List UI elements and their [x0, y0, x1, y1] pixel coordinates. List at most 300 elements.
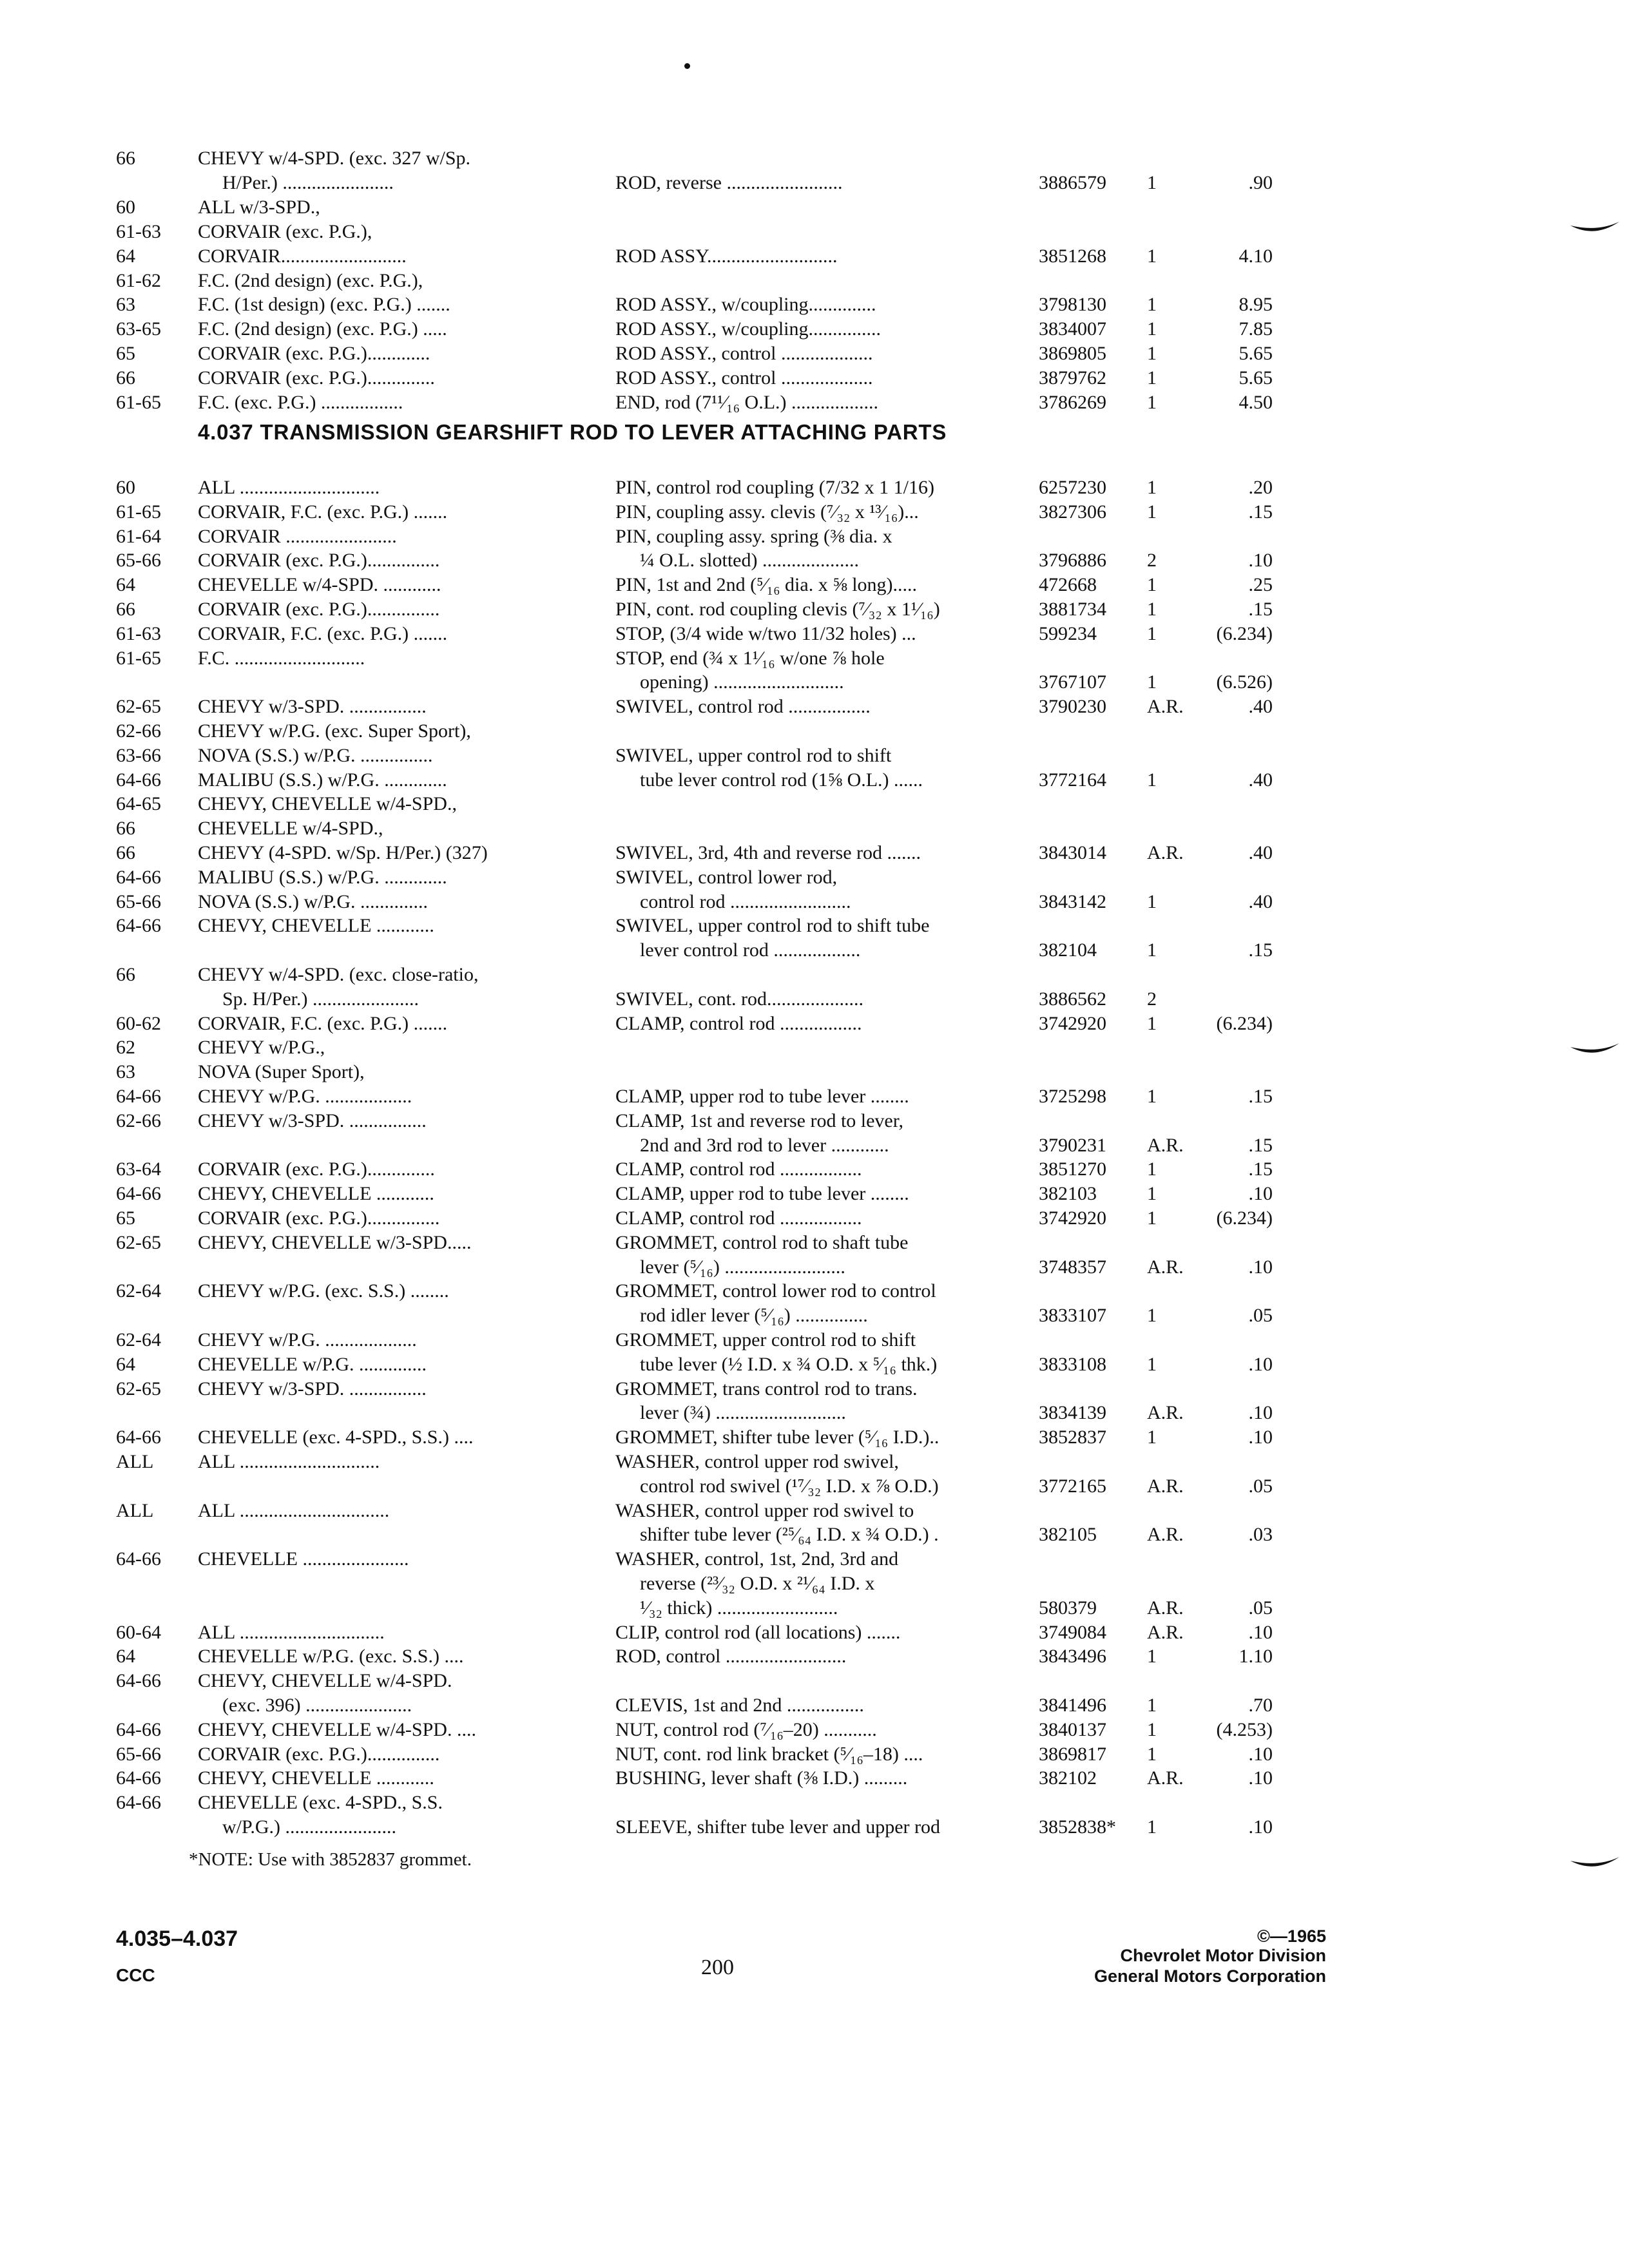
row-quantity: 1: [1147, 294, 1157, 316]
table-row: [0, 1571, 1629, 1597]
row-description: SWIVEL, upper control rod to shift: [615, 744, 892, 766]
row-part-number: 580379: [1039, 1597, 1097, 1619]
table-row: [0, 865, 1629, 890]
row-part-number: 472668: [1039, 574, 1097, 596]
row-quantity: 1: [1147, 1086, 1157, 1107]
row-price: 8.95: [1239, 294, 1273, 316]
row-quantity: 1: [1147, 501, 1157, 523]
table-row: [0, 1133, 1629, 1158]
row-model: MALIBU (S.S.) w/P.G. .............: [198, 866, 447, 888]
table-row: [0, 743, 1629, 769]
row-part-number: 3749084: [1039, 1621, 1106, 1643]
row-model: CHEVY, CHEVELLE w/4-SPD.: [198, 1670, 452, 1692]
row-year: 64-66: [116, 1548, 161, 1570]
table-row: [0, 292, 1629, 318]
table-row: [0, 1352, 1629, 1378]
row-part-number: 3772165: [1039, 1475, 1106, 1497]
table-row: [0, 1668, 1629, 1694]
row-model: CHEVY, CHEVELLE ............: [198, 1183, 434, 1205]
row-part-number: 3827306: [1039, 501, 1106, 523]
row-part-number: 6257230: [1039, 477, 1106, 498]
row-price: .15: [1248, 1086, 1273, 1107]
row-model: Sp. H/Per.) ......................: [222, 988, 419, 1010]
row-quantity: 1: [1147, 599, 1157, 620]
row-description: STOP, end (¾ x 1¹⁄₁₆ w/one ⅞ hole: [615, 647, 885, 669]
row-price: .40: [1248, 769, 1273, 791]
table-row: [0, 791, 1629, 817]
table-row: [0, 1230, 1629, 1256]
row-description: PIN, 1st and 2nd (⁵⁄₁₆ dia. x ⅝ long).....: [615, 574, 918, 596]
row-model: CHEVY, CHEVELLE ............: [198, 1767, 434, 1789]
row-year: 64-65: [116, 793, 161, 815]
table-row: [0, 1376, 1629, 1402]
row-description: STOP, (3/4 wide w/two 11/32 holes) ...: [615, 622, 916, 644]
row-year: 64-66: [116, 1183, 161, 1205]
row-description: tube lever (½ I.D. x ¾ O.D. x ⁵⁄₁₆ thk.): [640, 1353, 938, 1375]
row-quantity: 1: [1147, 1646, 1157, 1667]
row-description: rod idler lever (⁵⁄₁₆) ...............: [640, 1305, 868, 1327]
row-part-number: 3833108: [1039, 1353, 1106, 1375]
row-year: 65-66: [116, 890, 161, 912]
row-model: NOVA (Super Sport),: [198, 1061, 365, 1083]
row-year: 66: [116, 367, 135, 389]
row-year: 66: [116, 599, 135, 620]
row-description: 2nd and 3rd rod to lever ............: [640, 1134, 889, 1156]
row-model: CHEVY, CHEVELLE w/4-SPD.,: [198, 793, 457, 815]
row-price: .10: [1248, 1402, 1273, 1424]
row-year: 64: [116, 574, 135, 596]
row-year: 61-62: [116, 269, 161, 291]
row-part-number: 3843014: [1039, 842, 1106, 863]
row-year: 60-62: [116, 1012, 161, 1034]
row-model: CHEVY w/3-SPD. ................: [198, 1378, 427, 1399]
table-row: [0, 1474, 1629, 1499]
row-price: (6.234): [1216, 622, 1273, 644]
row-quantity: A.R.: [1147, 1134, 1184, 1156]
row-year: 62-64: [116, 1280, 161, 1302]
row-price: .10: [1248, 1256, 1273, 1278]
row-description: ROD ASSY., w/coupling..............: [615, 294, 876, 316]
table-row: [0, 621, 1629, 647]
row-description: SLEEVE, shifter tube lever and upper rod: [615, 1816, 941, 1838]
table-row: [0, 1206, 1629, 1231]
row-description: SWIVEL, control lower rod,: [615, 866, 838, 888]
row-model: CHEVELLE w/P.G. (exc. S.S.) ....: [198, 1646, 464, 1667]
row-quantity: 1: [1147, 939, 1157, 961]
row-price: (4.253): [1216, 1718, 1273, 1740]
row-description: PIN, coupling assy. clevis (⁷⁄₃₂ x ¹³⁄₁₆)...: [615, 501, 919, 523]
row-year: 64-66: [116, 769, 161, 791]
row-year: 62-66: [116, 1110, 161, 1131]
row-year: 64: [116, 245, 135, 267]
row-price: .10: [1248, 1767, 1273, 1789]
table-row: [0, 889, 1629, 915]
row-part-number: 382102: [1039, 1767, 1097, 1789]
table-row: [0, 913, 1629, 939]
row-model: F.C. (exc. P.G.) .................: [198, 392, 403, 413]
row-part-number: 3843496: [1039, 1646, 1106, 1667]
row-model: CHEVY w/P.G. ..................: [198, 1086, 412, 1107]
row-model: CHEVELLE (exc. 4-SPD., S.S.) ....: [198, 1427, 474, 1448]
row-quantity: A.R.: [1147, 696, 1184, 718]
table-row: [0, 669, 1629, 695]
row-year: 64-66: [116, 1086, 161, 1107]
row-quantity: 1: [1147, 769, 1157, 791]
row-year: 64-66: [116, 866, 161, 888]
row-model: CHEVELLE w/P.G. ..............: [198, 1353, 427, 1375]
row-year: 64: [116, 1353, 135, 1375]
row-description: ROD, control .........................: [615, 1646, 847, 1667]
row-quantity: 2: [1147, 550, 1157, 572]
row-quantity: 1: [1147, 622, 1157, 644]
table-row: [0, 1498, 1629, 1524]
row-model: MALIBU (S.S.) w/P.G. .............: [198, 769, 447, 791]
row-quantity: 2: [1147, 988, 1157, 1010]
row-model: F.C. (2nd design) (exc. P.G.),: [198, 269, 423, 291]
row-model: CORVAIR (exc. P.G.)..............: [198, 367, 435, 389]
row-quantity: 1: [1147, 477, 1157, 498]
row-description: ROD ASSY...........................: [615, 245, 838, 267]
row-price: .05: [1248, 1305, 1273, 1327]
table-row: [0, 694, 1629, 720]
row-year: 61-65: [116, 501, 161, 523]
row-part-number: 3834139: [1039, 1402, 1106, 1424]
row-year: 66: [116, 842, 135, 863]
row-part-number: 3790231: [1039, 1134, 1106, 1156]
row-model: F.C. (2nd design) (exc. P.G.) .....: [198, 318, 447, 340]
row-price: .15: [1248, 1134, 1273, 1156]
row-part-number: 3886562: [1039, 988, 1106, 1010]
row-model: CORVAIR .......................: [198, 525, 397, 547]
row-model: CORVAIR, F.C. (exc. P.G.) .......: [198, 1012, 448, 1034]
row-description: WASHER, control upper rod swivel to: [615, 1499, 914, 1521]
row-year: 62-65: [116, 1231, 161, 1253]
table-row: [0, 572, 1629, 598]
row-year: 66: [116, 964, 135, 985]
row-part-number: 3869817: [1039, 1743, 1106, 1765]
row-description: ¼ O.L. slotted) ....................: [640, 550, 859, 572]
row-quantity: 1: [1147, 1353, 1157, 1375]
row-price: .15: [1248, 501, 1273, 523]
table-row: [0, 524, 1629, 550]
row-year: 63-66: [116, 744, 161, 766]
table-row: [0, 1644, 1629, 1669]
row-description: SWIVEL, cont. rod....................: [615, 988, 863, 1010]
row-part-number: 3841496: [1039, 1695, 1106, 1716]
row-description: ROD ASSY., control ...................: [615, 367, 873, 389]
table-row: [0, 1400, 1629, 1426]
row-quantity: 1: [1147, 367, 1157, 389]
row-model: F.C. ...........................: [198, 647, 365, 669]
row-year: ALL: [116, 1451, 154, 1472]
row-model: CHEVY w/3-SPD. ................: [198, 1110, 427, 1131]
table-row: [0, 341, 1629, 367]
row-description: WASHER, control, 1st, 2nd, 3rd and: [615, 1548, 899, 1570]
row-quantity: A.R.: [1147, 1475, 1184, 1497]
table-row: [0, 548, 1629, 573]
row-quantity: 1: [1147, 890, 1157, 912]
row-price: 5.65: [1239, 367, 1273, 389]
table-row: [0, 1449, 1629, 1475]
row-price: .10: [1248, 1816, 1273, 1838]
row-year: 65: [116, 1207, 135, 1229]
row-model: CORVAIR (exc. P.G.)...............: [198, 599, 440, 620]
row-description: CLAMP, control rod .................: [615, 1012, 862, 1034]
table-row: [0, 816, 1629, 841]
row-model: CORVAIR, F.C. (exc. P.G.) .......: [198, 501, 448, 523]
row-model: H/Per.) .......................: [222, 171, 394, 193]
row-part-number: 3851268: [1039, 245, 1106, 267]
row-model: CHEVY w/4-SPD. (exc. 327 w/Sp.: [198, 148, 471, 169]
table-row: [0, 937, 1629, 963]
table-row: [0, 840, 1629, 866]
table-row: [0, 499, 1629, 525]
row-price: .10: [1248, 1621, 1273, 1643]
row-model: (exc. 396) ......................: [222, 1695, 412, 1716]
row-year: 66: [116, 818, 135, 840]
row-quantity: A.R.: [1147, 1597, 1184, 1619]
row-quantity: 1: [1147, 1427, 1157, 1448]
row-model: CHEVELLE ......................: [198, 1548, 409, 1570]
row-model: CORVAIR (exc. P.G.)...............: [198, 1743, 440, 1765]
row-price: 5.65: [1239, 343, 1273, 365]
table-row: [0, 244, 1629, 269]
table-row: [0, 1011, 1629, 1037]
row-price: .10: [1248, 1183, 1273, 1205]
row-part-number: 3748357: [1039, 1256, 1106, 1278]
table-row: [0, 1742, 1629, 1767]
row-year: 63: [116, 294, 135, 316]
row-model: w/P.G.) .......................: [222, 1816, 397, 1838]
table-row: [0, 1814, 1629, 1840]
row-price: .70: [1248, 1695, 1273, 1716]
row-model: CORVAIR (exc. P.G.),: [198, 220, 372, 242]
row-year: 61-64: [116, 525, 161, 547]
row-price: .05: [1248, 1475, 1273, 1497]
row-description: GROMMET, upper control rod to shift: [615, 1329, 916, 1350]
row-model: CHEVY, CHEVELLE ............: [198, 915, 434, 937]
table-row: [0, 1254, 1629, 1280]
row-price: .40: [1248, 842, 1273, 863]
row-description: CLAMP, upper rod to tube lever ........: [615, 1183, 909, 1205]
row-description: tube lever control rod (1⅝ O.L.) ......: [640, 769, 923, 791]
row-description: ROD ASSY., control ...................: [615, 343, 873, 365]
row-quantity: A.R.: [1147, 1524, 1184, 1546]
section-heading: 4.037 TRANSMISSION GEARSHIFT ROD TO LEVER ATTACHING PARTS: [198, 420, 947, 444]
row-part-number: 3833107: [1039, 1305, 1106, 1327]
row-description: control rod swivel (¹⁷⁄₃₂ I.D. x ⅞ O.D.): [640, 1475, 939, 1497]
row-quantity: 1: [1147, 574, 1157, 596]
row-quantity: 1: [1147, 1012, 1157, 1034]
row-part-number: 3767107: [1039, 671, 1106, 693]
row-model: CHEVY w/3-SPD. ................: [198, 696, 427, 718]
row-description: lever control rod ..................: [640, 939, 861, 961]
row-description: control rod .........................: [640, 890, 851, 912]
row-quantity: 1: [1147, 1743, 1157, 1765]
table-row: [0, 986, 1629, 1012]
row-model: NOVA (S.S.) w/P.G. ...............: [198, 744, 433, 766]
row-quantity: A.R.: [1147, 1767, 1184, 1789]
table-row: [0, 1425, 1629, 1450]
row-part-number: 3869805: [1039, 343, 1106, 365]
row-price: 4.10: [1239, 245, 1273, 267]
row-description: PIN, coupling assy. spring (⅜ dia. x: [615, 525, 892, 547]
row-quantity: 1: [1147, 1718, 1157, 1740]
footnote: *NOTE: Use with 3852837 grommet.: [189, 1849, 472, 1870]
binding-hole-mark-bottom: [1569, 1854, 1621, 1874]
row-description: NUT, control rod (⁷⁄₁₆–20) ...........: [615, 1718, 877, 1740]
row-model: ALL ..............................: [198, 1621, 385, 1643]
row-year: 62: [116, 1037, 135, 1059]
row-model: CORVAIR, F.C. (exc. P.G.) .......: [198, 622, 448, 644]
row-description: ROD ASSY., w/coupling...............: [615, 318, 882, 340]
row-year: 62-64: [116, 1329, 161, 1350]
row-price: .25: [1248, 574, 1273, 596]
division-name: Chevrolet Motor Division: [1120, 1946, 1326, 1965]
row-part-number: 3834007: [1039, 318, 1106, 340]
row-description: GROMMET, control lower rod to control: [615, 1280, 936, 1302]
row-year: 63: [116, 1061, 135, 1083]
row-description: ¹⁄₃₂ thick) .........................: [640, 1597, 838, 1619]
row-year: 62-65: [116, 1378, 161, 1399]
row-quantity: 1: [1147, 1816, 1157, 1838]
table-row: [0, 646, 1629, 671]
row-year: 61-63: [116, 220, 161, 242]
row-year: 60-64: [116, 1621, 161, 1643]
row-year: 64-66: [116, 1767, 161, 1789]
row-model: ALL .............................: [198, 477, 380, 498]
row-description: CLEVIS, 1st and 2nd ................: [615, 1695, 864, 1716]
row-description: SWIVEL, upper control rod to shift tube: [615, 915, 930, 937]
row-model: ALL .............................: [198, 1451, 380, 1472]
table-row: [0, 1059, 1629, 1085]
table-row: [0, 1522, 1629, 1548]
row-description: shifter tube lever (²⁵⁄₆₄ I.D. x ¾ O.D.) .: [640, 1524, 939, 1546]
row-part-number: 3725298: [1039, 1086, 1106, 1107]
table-row: [0, 1084, 1629, 1110]
row-description: WASHER, control upper rod swivel,: [615, 1451, 899, 1472]
table-row: [0, 219, 1629, 245]
page-number: 200: [701, 1956, 734, 1979]
row-quantity: A.R.: [1147, 842, 1184, 863]
row-model: CORVAIR..........................: [198, 245, 407, 267]
row-year: 64-66: [116, 1427, 161, 1448]
table-row: [0, 1303, 1629, 1329]
row-description: PIN, cont. rod coupling clevis (⁷⁄₃₂ x 1¹⁄₁₆): [615, 599, 940, 620]
table-row: [0, 1717, 1629, 1743]
row-price: (6.234): [1216, 1012, 1273, 1034]
row-description: CLAMP, upper rod to tube lever ........: [615, 1086, 909, 1107]
row-year: 64: [116, 1646, 135, 1667]
row-year: 65-66: [116, 1743, 161, 1765]
row-description: CLAMP, control rod .................: [615, 1158, 862, 1180]
row-description: CLIP, control rod (all locations) .......: [615, 1621, 901, 1643]
row-description: ROD, reverse ........................: [615, 171, 843, 193]
row-model: CHEVY w/P.G.,: [198, 1037, 325, 1059]
row-year: 66: [116, 148, 135, 169]
table-row: [0, 597, 1629, 622]
table-row: [0, 1620, 1629, 1646]
table-row: [0, 1765, 1629, 1791]
row-part-number: 599234: [1039, 622, 1097, 644]
row-description: reverse (²³⁄₃₂ O.D. x ²¹⁄₆₄ I.D. x: [640, 1573, 875, 1594]
row-quantity: A.R.: [1147, 1402, 1184, 1424]
row-quantity: 1: [1147, 245, 1157, 267]
row-year: 62-65: [116, 696, 161, 718]
table-row: [0, 475, 1629, 501]
row-quantity: 1: [1147, 1305, 1157, 1327]
row-description: END, rod (7¹¹⁄₁₆ O.L.) ..................: [615, 392, 879, 413]
row-part-number: 3852837: [1039, 1427, 1106, 1448]
row-description: GROMMET, control rod to shaft tube: [615, 1231, 909, 1253]
row-model: CHEVELLE w/4-SPD.,: [198, 818, 383, 840]
row-part-number: 3790230: [1039, 696, 1106, 718]
row-description: opening) ...........................: [640, 671, 844, 693]
table-row: [0, 1035, 1629, 1061]
row-description: NUT, cont. rod link bracket (⁵⁄₁₆–18) ....: [615, 1743, 923, 1765]
table-row: [0, 1157, 1629, 1182]
row-part-number: 3796886: [1039, 550, 1106, 572]
row-model: CHEVY w/P.G. (exc. S.S.) ........: [198, 1280, 449, 1302]
table-row: [0, 1790, 1629, 1816]
row-price: 4.50: [1239, 392, 1273, 413]
row-part-number: 3852838*: [1039, 1816, 1116, 1838]
row-quantity: 1: [1147, 1695, 1157, 1716]
row-part-number: 3881734: [1039, 599, 1106, 620]
table-row: [0, 1595, 1629, 1621]
row-description: CLAMP, control rod .................: [615, 1207, 862, 1229]
row-year: 63-65: [116, 318, 161, 340]
row-model: ALL w/3-SPD.,: [198, 196, 320, 218]
row-part-number: 382103: [1039, 1183, 1097, 1205]
corporation-name: General Motors Corporation: [1094, 1966, 1326, 1986]
row-description: PIN, control rod coupling (7/32 x 1 1/16): [615, 477, 934, 498]
row-part-number: 3879762: [1039, 367, 1106, 389]
table-row: [0, 1546, 1629, 1572]
row-description: BUSHING, lever shaft (⅜ I.D.) .........: [615, 1767, 908, 1789]
row-quantity: 1: [1147, 318, 1157, 340]
table-row: [0, 268, 1629, 294]
row-model: CHEVY, CHEVELLE w/3-SPD.....: [198, 1231, 472, 1253]
row-year: 62-66: [116, 720, 161, 742]
row-model: CHEVY w/P.G. (exc. Super Sport),: [198, 720, 471, 742]
row-price: 1.10: [1239, 1646, 1273, 1667]
row-year: 65: [116, 343, 135, 365]
row-quantity: 1: [1147, 1158, 1157, 1180]
row-quantity: A.R.: [1147, 1621, 1184, 1643]
row-year: 64-66: [116, 1792, 161, 1814]
row-model: CHEVY, CHEVELLE w/4-SPD. ....: [198, 1718, 476, 1740]
row-model: NOVA (S.S.) w/P.G. ..............: [198, 890, 429, 912]
row-price: (6.526): [1216, 671, 1273, 693]
table-row: [0, 316, 1629, 342]
row-year: 61-63: [116, 622, 161, 644]
row-description: SWIVEL, control rod .................: [615, 696, 871, 718]
row-quantity: 1: [1147, 671, 1157, 693]
row-model: CHEVELLE w/4-SPD. ............: [198, 574, 441, 596]
row-part-number: 3886579: [1039, 171, 1106, 193]
table-row: [0, 1278, 1629, 1304]
row-part-number: 382105: [1039, 1524, 1097, 1546]
table-row: [0, 170, 1629, 196]
row-quantity: 1: [1147, 1207, 1157, 1229]
row-price: .15: [1248, 599, 1273, 620]
section-reference: 4.035–4.037: [116, 1927, 238, 1951]
row-part-number: 3742920: [1039, 1012, 1106, 1034]
row-year: 64-66: [116, 1718, 161, 1740]
row-quantity: 1: [1147, 1183, 1157, 1205]
row-description: CLAMP, 1st and reverse rod to lever,: [615, 1110, 904, 1131]
